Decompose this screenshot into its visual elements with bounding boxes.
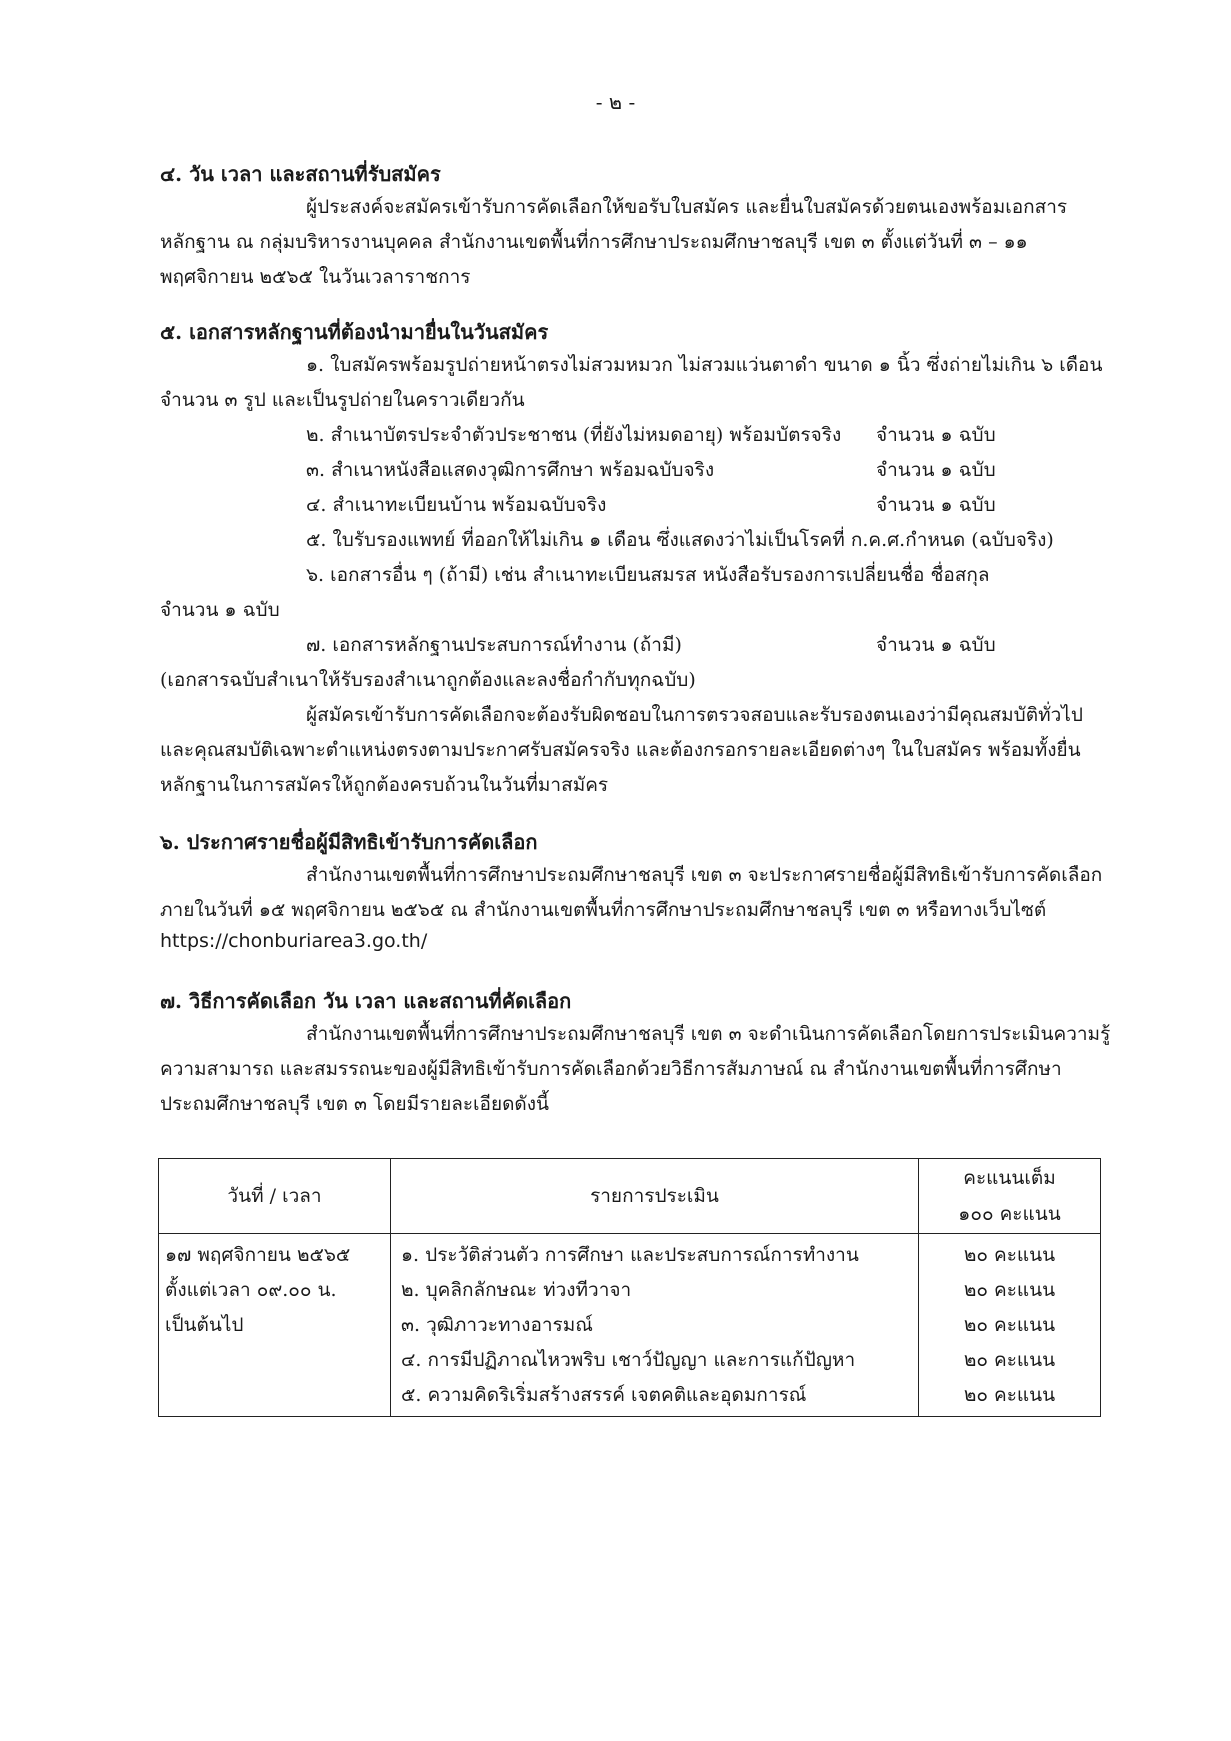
section6-heading: ๖. ประกาศรายชื่อผู้มีสิทธิเข้ารับการคัดเลือก [160, 830, 538, 854]
date-line: เป็นต้นไป [165, 1314, 244, 1336]
date-cell [159, 1234, 391, 1417]
doc-item-3: ๓. สำเนาหนังสือแสดงวุฒิการศึกษา พร้อมฉบับจริง [306, 459, 715, 481]
section5-paragraph-line: และคุณสมบัติเฉพาะตำแหน่งตรงตามประกาศรับสมัครจริง และต้องกรอกรายละเอียดต่างๆ ในใบสมัคร พร้อมทั้งยื่น [160, 739, 1081, 761]
website-url: https://chonburiarea3.go.th/ [160, 930, 428, 952]
item-score: ๒๐ คะแนน [963, 1314, 1056, 1336]
copy-note: (เอกสารฉบับสำเนาให้รับรองสำเนาถูกต้องและลงชื่อกำกับทุกฉบับ) [160, 669, 696, 691]
assessment-item: ๔. การมีปฏิภาณไหวพริบ เชาว์ปัญญา และการแก้ปัญหา [401, 1349, 856, 1371]
doc-item-3-qty: จำนวน ๑ ฉบับ [876, 459, 996, 481]
section7-line: ความสามารถ และสมรรถนะของผู้มีสิทธิเข้ารับการคัดเลือกด้วยวิธีการสัมภาษณ์ ณ สำนักงานเขตพื้นที่การศึกษา [160, 1058, 1062, 1080]
header-score-line2: ๑๐๐ คะแนน [958, 1203, 1061, 1225]
doc-item-1-cont: จำนวน ๓ รูป และเป็นรูปถ่ายในคราวเดียวกัน [160, 389, 525, 411]
section4-line: พฤศจิกายน ๒๕๖๕ ในวันเวลาราชการ [160, 266, 471, 288]
section7-line: ประถมศึกษาชลบุรี เขต ๓ โดยมีรายละเอียดดังนี้ [160, 1093, 550, 1115]
doc-item-2-qty: จำนวน ๑ ฉบับ [876, 424, 996, 446]
section4-heading: ๔. วัน เวลา และสถานที่รับสมัคร [160, 162, 441, 186]
doc-item-2: ๒. สำเนาบัตรประจำตัวประชาชน (ที่ยังไม่หมดอายุ) พร้อมบัตรจริง [306, 424, 842, 446]
section6-line: ภายในวันที่ ๑๕ พฤศจิกายน ๒๕๖๕ ณ สำนักงานเขตพื้นที่การศึกษาประถมศึกษาชลบุรี เขต ๓ หรือทางเว็บไซต์ [160, 899, 1047, 921]
section6-line: สำนักงานเขตพื้นที่การศึกษาประถมศึกษาชลบุรี เขต ๓ จะประกาศรายชื่อผู้มีสิทธิเข้ารับการคัดเลือก [306, 864, 1103, 886]
assessment-item: ๒. บุคลิกลักษณะ ท่วงทีวาจา [401, 1279, 632, 1301]
table-header-row [159, 1159, 1101, 1234]
assessment-item: ๑. ประวัติส่วนตัว การศึกษา และประสบการณ์การทำงาน [401, 1244, 859, 1266]
section5-paragraph-line: ผู้สมัครเข้ารับการคัดเลือกจะต้องรับผิดชอบในการตรวจสอบและรับรองตนเองว่ามีคุณสมบัติทั่วไป [306, 704, 1083, 726]
section4-line: หลักฐาน ณ กลุ่มบริหารงานบุคคล สำนักงานเขตพื้นที่การศึกษาประถมศึกษาชลบุรี เขต ๓ ตั้งแต่วันที่ ๓ – ๑๑ [160, 231, 1028, 253]
assessment-item: ๕. ความคิดริเริ่มสร้างสรรค์ เจตคติและอุดมการณ์ [401, 1384, 807, 1406]
doc-item-4-qty: จำนวน ๑ ฉบับ [876, 494, 996, 516]
items-cell [391, 1234, 919, 1417]
scores-cell [919, 1234, 1101, 1417]
section5-heading: ๕. เอกสารหลักฐานที่ต้องนำมายื่นในวันสมัคร [160, 320, 549, 344]
item-score: ๒๐ คะแนน [963, 1279, 1056, 1301]
assessment-item: ๓. วุฒิภาวะทางอารมณ์ [401, 1314, 593, 1336]
item-score: ๒๐ คะแนน [963, 1244, 1056, 1266]
date-line: ตั้งแต่เวลา ๐๙.๐๐ น. [165, 1279, 337, 1301]
section5-paragraph-line: หลักฐานในการสมัครให้ถูกต้องครบถ้วนในวันที่มาสมัคร [160, 774, 609, 796]
doc-item-6-cont: จำนวน ๑ ฉบับ [160, 599, 280, 621]
header-date: วันที่ / เวลา [159, 1159, 391, 1234]
doc-item-4: ๔. สำเนาทะเบียนบ้าน พร้อมฉบับจริง [306, 494, 607, 516]
section7-heading: ๗. วิธีการคัดเลือก วัน เวลา และสถานที่คัดเลือก [160, 989, 572, 1013]
item-score: ๒๐ คะแนน [963, 1384, 1056, 1406]
section4-line: ผู้ประสงค์จะสมัครเข้ารับการคัดเลือกให้ขอรับใบสมัคร และยื่นใบสมัครด้วยตนเองพร้อมเอกสาร [306, 196, 1068, 218]
assessment-table [158, 1158, 1101, 1417]
doc-item-5: ๕. ใบรับรองแพทย์ ที่ออกให้ไม่เกิน ๑ เดือน ซึ่งแสดงว่าไม่เป็นโรคที่ ก.ค.ศ.กำหนด (ฉบับจริง) [306, 529, 1054, 551]
section7-line: สำนักงานเขตพื้นที่การศึกษาประถมศึกษาชลบุรี เขต ๓ จะดำเนินการคัดเลือกโดยการประเมินความรู้ [306, 1023, 1111, 1045]
doc-item-7: ๗. เอกสารหลักฐานประสบการณ์ทำงาน (ถ้ามี) [306, 634, 682, 656]
date-line: ๑๗ พฤศจิกายน ๒๕๖๕ [165, 1244, 351, 1266]
header-score-line1: คะแนนเต็ม [963, 1167, 1056, 1189]
table-row [159, 1234, 1101, 1417]
doc-item-7-qty: จำนวน ๑ ฉบับ [876, 634, 996, 656]
header-items: รายการประเมิน [391, 1159, 919, 1234]
doc-item-1: ๑. ใบสมัครพร้อมรูปถ่ายหน้าตรงไม่สวมหมวก ไม่สวมแว่นตาดำ ขนาด ๑ นิ้ว ซึ่งถ่ายไม่เกิน ๖ เดือน [306, 354, 1103, 376]
page-number: - ๒ - [595, 90, 636, 114]
header-score [919, 1159, 1101, 1234]
doc-item-6: ๖. เอกสารอื่น ๆ (ถ้ามี) เช่น สำเนาทะเบียนสมรส หนังสือรับรองการเปลี่ยนชื่อ ชื่อสกุล [306, 564, 990, 586]
item-score: ๒๐ คะแนน [963, 1349, 1056, 1371]
